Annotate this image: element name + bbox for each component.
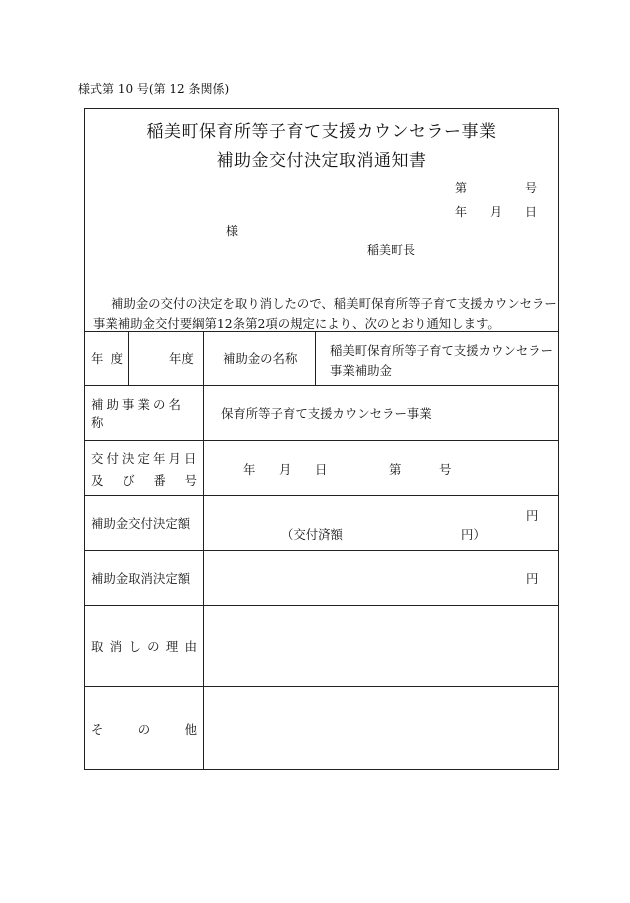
fiscal-year-label-b: 度 [110, 351, 123, 366]
decision-day: 日 [315, 462, 328, 477]
number-go: 号 [525, 181, 538, 195]
table-rule-top [85, 331, 558, 332]
table-column-divider [128, 331, 129, 385]
project-name-value: 保育所等子育て支援カウンセラー事業 [221, 405, 432, 421]
number-dai: 第 [455, 181, 468, 195]
table-column-divider [203, 331, 204, 769]
other-label: そ の 他 [91, 721, 197, 737]
decision-month: 月 [279, 462, 292, 477]
decision-date-label-1-text: 交付決定年月日 [91, 451, 200, 466]
fiscal-year-label [91, 331, 123, 385]
decision-dai: 第 [389, 462, 402, 477]
cancel-amount-yen: 円 [526, 570, 539, 586]
form-reference: 様式第 10 号(第 12 条関係) [78, 82, 230, 96]
project-name-label [91, 385, 197, 440]
subsidy-name-label: 補助金の名称 [223, 351, 298, 366]
grant-amount-yen: 円 [526, 508, 539, 523]
title-line-2: 補助金交付決定取消通知書 [216, 151, 427, 171]
project-name-label-text: 補助事業の名称 [91, 396, 184, 430]
body-line-1: 補助金の交付の決定を取り消したので、稲美町保育所等子育て支援カウンセラー [111, 296, 557, 311]
subsidy-name-line-1: 稲美町保育所等子育て支援カウンセラー [330, 343, 554, 358]
paid-amount-prefix: （交付済額 [281, 527, 343, 542]
cancel-amount-label: 補助金取消決定額 [91, 570, 191, 586]
decision-go: 号 [439, 462, 452, 477]
decision-date-label-2: 及 び 番 号 [91, 473, 197, 488]
table-column-divider [315, 331, 316, 385]
fiscal-year-label-a: 年 [91, 351, 104, 366]
grant-amount-label: 補助金交付決定額 [91, 515, 191, 531]
fiscal-year-value: 年度 [169, 351, 194, 366]
body-line-2: 事業補助金交付要綱第12条第2項の規定により、次のとおり通知します。 [93, 316, 500, 331]
date-day: 日 [525, 205, 538, 219]
sender-name: 稲美町長 [367, 243, 416, 257]
decision-year: 年 [243, 462, 256, 477]
subsidy-name-line-2: 事業補助金 [330, 363, 392, 378]
notice-form [84, 108, 559, 770]
title-line-1: 稲美町保育所等子育て支援カウンセラー事業 [146, 122, 497, 142]
cancel-reason-label: 取 消 し の 理 由 [91, 638, 197, 654]
date-year: 年 [455, 205, 468, 219]
addressee-sama: 様 [226, 224, 239, 238]
paid-amount-suffix: 円） [461, 527, 486, 542]
table-rule [85, 440, 558, 441]
date-month: 月 [490, 205, 503, 219]
decision-date-label-1 [91, 449, 199, 467]
